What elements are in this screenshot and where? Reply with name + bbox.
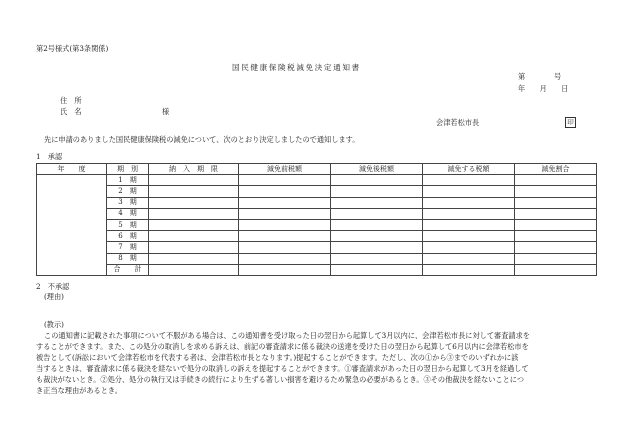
table-row — [37, 242, 597, 253]
period-cell: 5 期 — [107, 219, 149, 230]
header-reduction-rate: 減免割合 — [515, 164, 597, 175]
period-cell: 1 期 — [107, 175, 149, 186]
table-row — [37, 231, 597, 242]
approval-heading: 1 承認 — [36, 152, 63, 161]
table-header-row — [37, 164, 597, 175]
table-row — [37, 175, 597, 186]
header-reduced-amount: 減免する税額 — [423, 164, 515, 175]
period-cell: 2 期 — [107, 186, 149, 197]
notice-line: き正当な理由があるとき。 — [36, 386, 122, 395]
rejection-heading: 2 不承認 — [36, 282, 70, 291]
notice-line: 当するときは、審査請求に係る裁決を経ないで処分の取消しの訴えを提起することができます。①審査請求があった日の翌日から起算して3月を経過して — [36, 364, 529, 373]
issuer-name: 会津若松市長 — [436, 118, 480, 127]
document-date: 年 月 日 — [518, 84, 569, 93]
notice-line: 被告として(訴訟において会津若松市を代表する者は、会津若松市長となります。)提起することができます。ただし、次の①から③までのいずれかに該 — [36, 353, 519, 362]
tax-reduction-table — [36, 163, 597, 276]
period-cell: 4 期 — [107, 208, 149, 219]
table-row — [37, 197, 597, 208]
table-row — [37, 208, 597, 219]
header-period: 期 別 — [107, 164, 149, 175]
header-due-date: 納 入 期 限 — [149, 164, 239, 175]
total-label: 合 計 — [107, 264, 149, 275]
intro-text: 先に申請のありました国民健康保険税の減免について、次のとおり決定しましたので通知します。 — [44, 135, 360, 144]
table-total-row — [37, 264, 597, 275]
notice-line: この通知書に記載された事項について不服がある場合は、この通知書を受け取った日の翌日から起算して3月以内に、会津若松市長に対して審査請求を — [44, 331, 530, 340]
honorific: 様 — [162, 107, 170, 116]
reason-label: (理由) — [44, 292, 64, 301]
form-label: 第2号様式(第3条関係) — [36, 44, 109, 53]
notice-text — [36, 330, 596, 396]
table-row — [37, 253, 597, 264]
table-row — [37, 219, 597, 230]
header-tax-after: 減免後税額 — [331, 164, 423, 175]
period-cell: 6 期 — [107, 231, 149, 242]
table-row — [37, 186, 597, 197]
header-tax-before: 減免前税額 — [239, 164, 331, 175]
period-cell: 3 期 — [107, 197, 149, 208]
address-label: 住 所 — [60, 96, 82, 105]
header-fiscal-year: 年 度 — [37, 164, 107, 175]
seal-stamp: 印 — [565, 117, 576, 128]
period-cell: 7 期 — [107, 242, 149, 253]
fiscal-year-cell — [37, 175, 107, 276]
period-cell: 8 期 — [107, 253, 149, 264]
name-label: 氏 名 — [60, 107, 82, 116]
notice-line: も裁決がないとき。②処分、処分の執行又は手続きの続行により生ずる著しい損害を避けるため緊急の必要があるとき。③その他裁決を経ないことにつ — [36, 375, 525, 384]
notice-line: することができます。また、この処分の取消しを求める訴えは、前記の審査請求に係る裁決の送達を受けた日の翌日から起算して6月以内に会津若松市を — [36, 342, 529, 351]
document-number: 第 号 — [518, 72, 562, 81]
document-title: 国民健康保険税減免決定通知書 — [232, 63, 361, 72]
notice-heading: (教示) — [44, 320, 64, 329]
